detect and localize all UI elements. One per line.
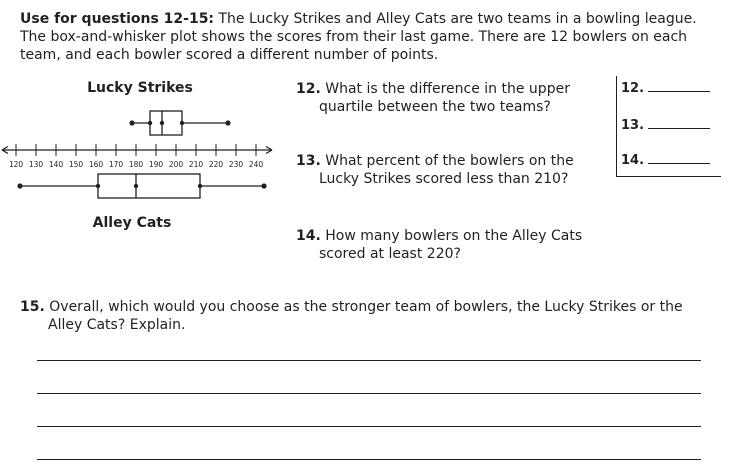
- instructions-label: Use for questions 12-15:: [20, 11, 215, 27]
- question-14-line1: How many bowlers on the Alley Cats: [325, 228, 583, 244]
- axis-tick-label: 160: [88, 160, 104, 169]
- lucky-strikes-q1-point: [148, 121, 152, 125]
- alley-cats-min-point: [17, 183, 22, 188]
- question-13-line1: What percent of the bowlers on the: [325, 153, 574, 169]
- answer-12[interactable]: [621, 81, 710, 96]
- axis-tick-label: 120: [8, 160, 24, 169]
- axis-tick-label: 170: [108, 160, 124, 169]
- answer-13-label: 13.: [621, 118, 645, 133]
- question-12-number: 12.: [296, 81, 321, 97]
- answer-14-blank[interactable]: [648, 162, 710, 164]
- question-15-number: 15.: [20, 299, 45, 315]
- axis-tick-label: 220: [208, 160, 224, 169]
- question-13-line2: Lucky Strikes scored less than 210?: [319, 171, 569, 187]
- question-15-line1: Overall, which would you choose as the stronger team of bowlers, the Lucky Strikes or the: [49, 299, 683, 315]
- answer-13-blank[interactable]: [648, 127, 710, 129]
- alley-cats-max-point: [261, 183, 266, 188]
- answer-line[interactable]: [37, 459, 701, 460]
- answer-line[interactable]: [37, 360, 701, 361]
- answer-line[interactable]: [37, 393, 701, 394]
- lucky-strikes-q3-point: [180, 121, 184, 125]
- answer-14-label: 14.: [621, 153, 645, 168]
- answer-14[interactable]: [621, 153, 710, 168]
- lucky-strikes-min-point: [129, 120, 134, 125]
- axis-tick-label: 140: [48, 160, 64, 169]
- answer-12-label: 12.: [621, 81, 645, 96]
- alley-cats-box: [98, 174, 200, 198]
- axis-tick-label: 130: [28, 160, 44, 169]
- question-14: [296, 227, 582, 263]
- question-14-number: 14.: [296, 228, 321, 244]
- question-15-line2: Alley Cats? Explain.: [48, 317, 186, 333]
- box-and-whisker-plot: [0, 95, 280, 220]
- lucky-strikes-box: [150, 111, 182, 135]
- answer-12-blank[interactable]: [648, 90, 710, 92]
- lucky-strikes-title: Lucky Strikes: [87, 80, 193, 96]
- alley-cats-title: Alley Cats: [92, 215, 172, 231]
- question-13: [296, 152, 574, 188]
- question-12: [296, 80, 570, 116]
- axis-tick-label: 210: [188, 160, 204, 169]
- answer-line[interactable]: [37, 426, 701, 427]
- alley-cats-q3-point: [198, 184, 202, 188]
- question-14-line2: scored at least 220?: [319, 246, 461, 262]
- axis-tick-label: 150: [68, 160, 84, 169]
- alley-cats-median-point: [134, 184, 138, 188]
- lucky-strikes-median-point: [160, 121, 164, 125]
- axis-tick-label: 240: [248, 160, 264, 169]
- lucky-strikes-max-point: [225, 120, 230, 125]
- answer-13[interactable]: [621, 118, 710, 133]
- axis-tick-label: 190: [148, 160, 164, 169]
- instructions-text: The Lucky Strikes and Alley Cats are two teams in a bowling league. The box-and-whisker plot shows the scores from their last game. There are 12 bowlers on each team, and each bowler scored a different number of points.: [20, 11, 697, 63]
- axis-tick-label: 230: [228, 160, 244, 169]
- answer-box: [616, 76, 721, 177]
- axis-tick-label: 200: [168, 160, 184, 169]
- question-13-number: 13.: [296, 153, 321, 169]
- question-12-line2: quartile between the two teams?: [319, 99, 551, 115]
- instructions: [20, 10, 720, 64]
- question-12-line1: What is the difference in the upper: [325, 81, 570, 97]
- question-15: [20, 298, 720, 334]
- axis-tick-label: 180: [128, 160, 144, 169]
- alley-cats-q1-point: [96, 184, 100, 188]
